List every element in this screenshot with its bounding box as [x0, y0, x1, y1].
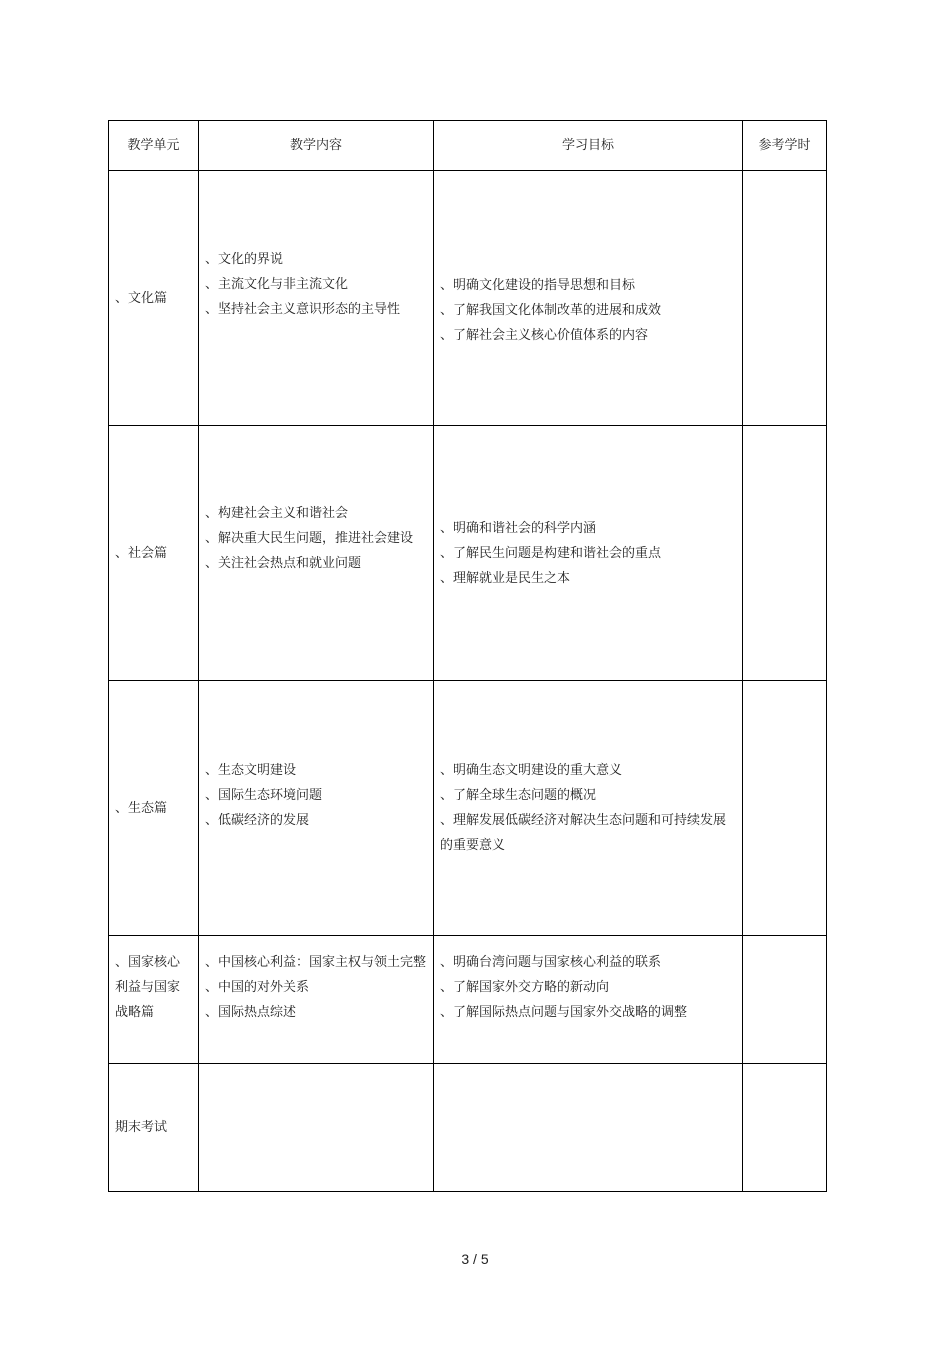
goal-item: 、了解我国文化体制改革的进展和成效 [440, 302, 662, 318]
goals-cell [434, 936, 743, 1064]
unit-name: 、生态篇 [115, 800, 168, 816]
table-row [109, 681, 827, 936]
content-item: 、中国核心利益：国家主权与领土完整 [205, 955, 427, 970]
content-cell [199, 681, 434, 936]
content-item: 、文化的界说 [205, 251, 284, 267]
goal-item: 、明确和谐社会的科学内涵 [440, 520, 597, 536]
goal-item: 、理解就业是民生之本 [440, 570, 571, 586]
goal-item: 、理解发展低碳经济对解决生态问题和可持续发展的重要意义 [440, 813, 727, 853]
table-row [109, 1064, 827, 1192]
unit-cell [109, 681, 199, 936]
content-item: 、国际热点综述 [205, 1005, 297, 1020]
table-row [109, 171, 827, 426]
content-item: 、解决重大民生问题，推进社会建设 [205, 530, 414, 546]
table-row [109, 936, 827, 1064]
goal-item: 、明确台湾问题与国家核心利益的联系 [440, 955, 662, 970]
unit-name: 、社会篇 [115, 545, 168, 561]
goal-item: 、了解国际热点问题与国家外交战略的调整 [440, 1005, 688, 1020]
unit-cell [109, 426, 199, 681]
goals-cell [434, 681, 743, 936]
hours-cell [743, 171, 827, 426]
hours-cell [743, 936, 827, 1064]
content-cell [199, 936, 434, 1064]
content-item: 、关注社会热点和就业问题 [205, 555, 362, 571]
content-item: 、国际生态环境问题 [205, 788, 323, 803]
unit-cell [109, 1064, 199, 1192]
content-cell [199, 426, 434, 681]
header-content: 教学内容 [199, 121, 434, 171]
syllabus-table [108, 120, 827, 1192]
content-cell [199, 1064, 434, 1192]
goals-cell [434, 171, 743, 426]
page-number: 3 / 5 [461, 1251, 489, 1267]
goals-cell [434, 1064, 743, 1192]
table-row [109, 426, 827, 681]
unit-cell [109, 936, 199, 1064]
goal-item: 、了解国家外交方略的新动向 [440, 980, 610, 995]
goals-cell [434, 426, 743, 681]
content-item: 、中国的对外关系 [205, 980, 310, 995]
content-item: 、低碳经济的发展 [205, 813, 310, 828]
content-item: 、构建社会主义和谐社会 [205, 505, 349, 521]
goal-item: 、明确文化建设的指导思想和目标 [440, 277, 636, 293]
goal-item: 、了解全球生态问题的概况 [440, 788, 597, 803]
table-header-row [109, 121, 827, 171]
header-hours: 参考学时 [743, 121, 827, 171]
unit-cell [109, 171, 199, 426]
hours-cell [743, 426, 827, 681]
unit-name: 期末考试 [115, 1120, 168, 1135]
unit-name: 、国家核心利益与国家战略篇 [115, 955, 181, 1020]
goal-item: 、了解社会主义核心价值体系的内容 [440, 327, 649, 343]
unit-name: 、文化篇 [115, 290, 168, 306]
content-cell [199, 171, 434, 426]
header-goals: 学习目标 [434, 121, 743, 171]
goal-item: 、了解民生问题是构建和谐社会的重点 [440, 545, 662, 561]
hours-cell [743, 681, 827, 936]
goal-item: 、明确生态文明建设的重大意义 [440, 763, 623, 778]
content-item: 、生态文明建设 [205, 763, 297, 778]
content-item: 、坚持社会主义意识形态的主导性 [205, 301, 401, 317]
header-unit: 教学单元 [109, 121, 199, 171]
hours-cell [743, 1064, 827, 1192]
content-item: 、主流文化与非主流文化 [205, 276, 349, 292]
